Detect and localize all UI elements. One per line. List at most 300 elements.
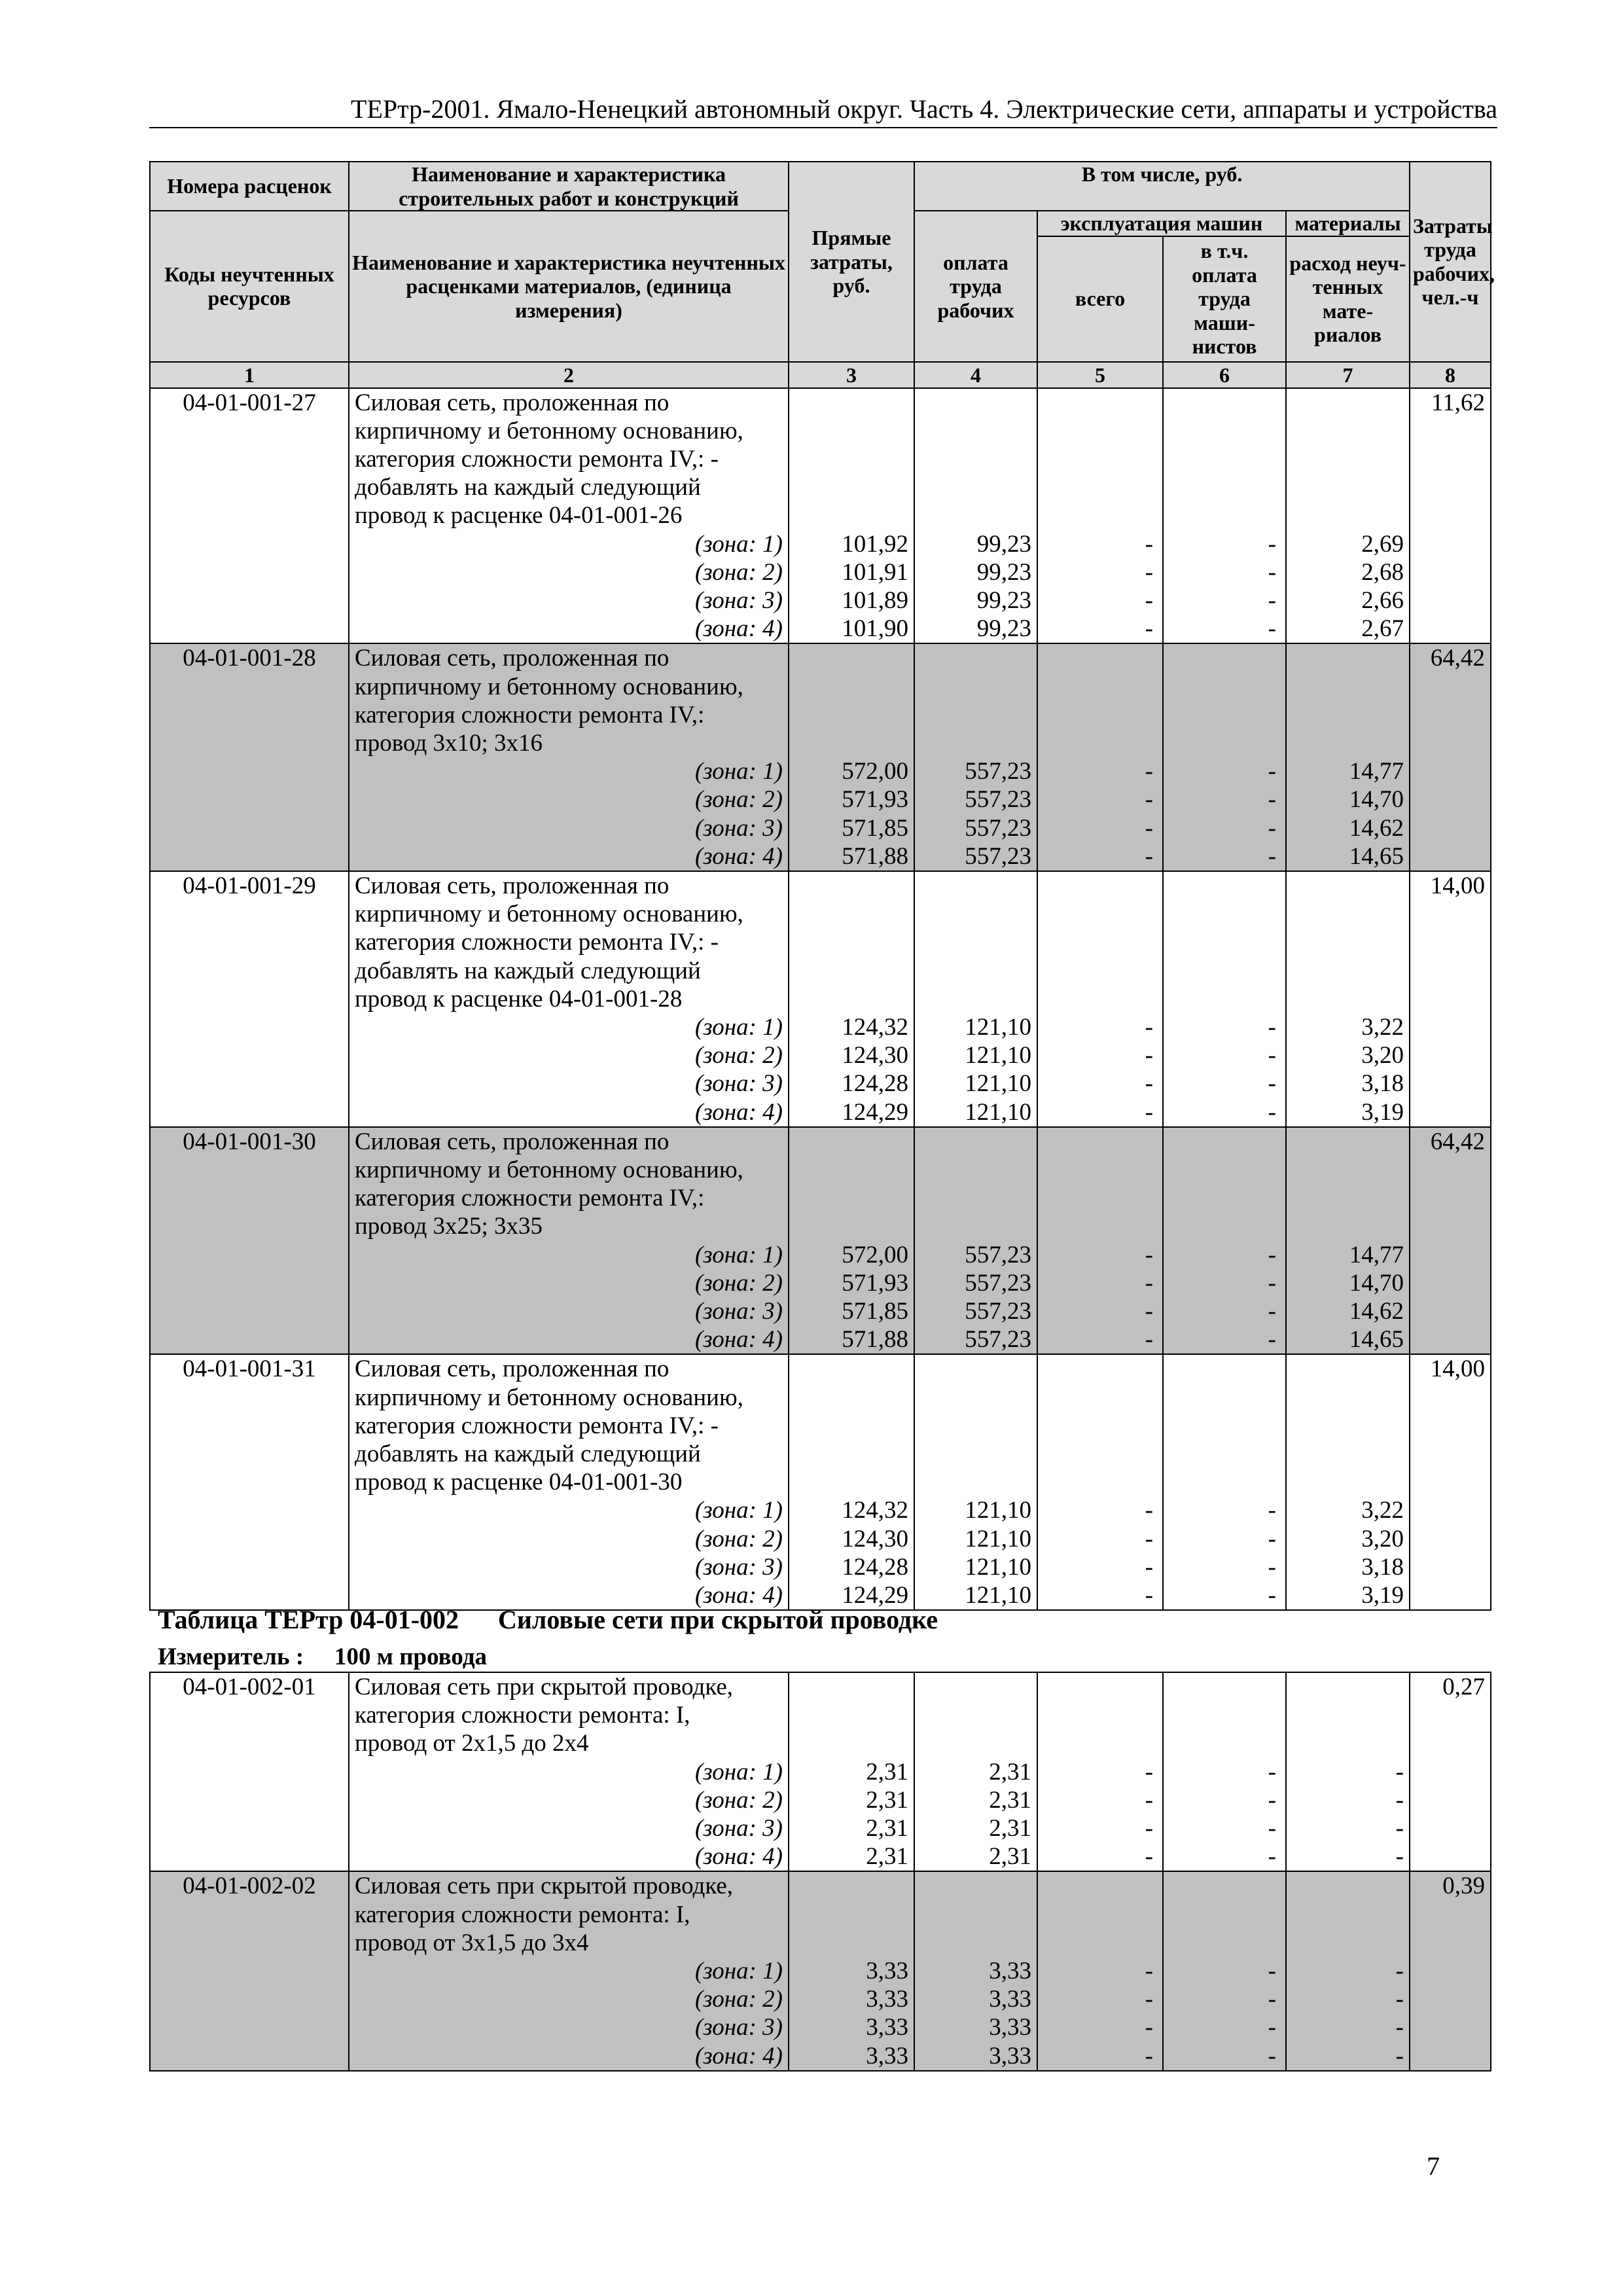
materials-consumption: 2,66 <box>1286 586 1410 615</box>
empty-cell <box>914 1701 1037 1729</box>
empty-cell <box>1037 729 1163 757</box>
zone-row <box>150 1241 1491 1269</box>
empty-cell <box>1410 1929 1491 1957</box>
empty-cell <box>150 1184 349 1212</box>
empty-cell <box>1163 673 1286 701</box>
empty-cell <box>789 1184 914 1212</box>
empty-cell <box>1037 1929 1163 1957</box>
empty-cell <box>1410 1156 1491 1184</box>
zone-row <box>150 1786 1491 1814</box>
description-line: добавлять на каждый следующий <box>349 1440 789 1468</box>
description-line: провод от 2х1,5 до 2х4 <box>349 1729 789 1757</box>
empty-cell <box>1410 1184 1491 1212</box>
direct-costs: 2,31 <box>789 1758 914 1786</box>
empty-cell <box>789 900 914 928</box>
zone-row <box>150 1553 1491 1581</box>
col-direct-costs: Прямые затраты, руб. <box>789 162 914 362</box>
machines-total: - <box>1037 1098 1163 1127</box>
zone-row <box>150 1069 1491 1098</box>
zone-row <box>150 1496 1491 1524</box>
machines-total: - <box>1037 1041 1163 1069</box>
machines-total: - <box>1037 1069 1163 1098</box>
machinists-pay: - <box>1163 530 1286 558</box>
direct-costs: 101,89 <box>789 586 914 615</box>
empty-cell <box>1037 1412 1163 1440</box>
empty-cell <box>150 1156 349 1184</box>
empty-cell <box>1037 1729 1163 1757</box>
labor-pay: 121,10 <box>914 1553 1037 1581</box>
col-machine-operation: эксплуатация машин <box>1037 211 1286 236</box>
empty-cell <box>1410 558 1491 586</box>
machinists-pay: - <box>1163 785 1286 814</box>
machines-total: - <box>1037 1241 1163 1269</box>
zone-label: (зона: 3) <box>349 1553 789 1581</box>
empty-cell <box>1410 1384 1491 1412</box>
empty-cell <box>789 1412 914 1440</box>
empty-cell <box>1286 871 1410 900</box>
direct-costs: 2,31 <box>789 1786 914 1814</box>
machinists-pay: - <box>1163 1525 1286 1553</box>
empty-cell <box>150 1440 349 1468</box>
zone-label: (зона: 4) <box>349 1581 789 1610</box>
col-machinists-pay: в т.ч. оплата труда маши-нистов <box>1163 236 1286 362</box>
machinists-pay: - <box>1163 1985 1286 2013</box>
zone-label: (зона: 2) <box>349 785 789 814</box>
machines-total: - <box>1037 1758 1163 1786</box>
empty-cell <box>1163 1212 1286 1240</box>
description-line: категория сложности ремонта IV,: - <box>349 928 789 956</box>
materials-consumption: 14,70 <box>1286 785 1410 814</box>
empty-cell <box>1410 1581 1491 1610</box>
empty-cell <box>150 473 349 501</box>
empty-cell <box>1410 1241 1491 1269</box>
direct-costs: 124,28 <box>789 1069 914 1098</box>
empty-cell <box>150 1013 349 1041</box>
machines-total: - <box>1037 1814 1163 1842</box>
empty-cell <box>150 1269 349 1297</box>
empty-cell <box>1037 643 1163 672</box>
meter-label: Измеритель : <box>158 1643 304 1670</box>
empty-cell <box>1163 1929 1286 1957</box>
description-line: добавлять на каждый следующий <box>349 957 789 985</box>
description-row <box>150 445 1491 473</box>
empty-cell <box>1286 1929 1410 1957</box>
machines-total: - <box>1037 1985 1163 2013</box>
empty-cell <box>789 1929 914 1957</box>
table-code: Таблица ТЕРтр 04-01-002 <box>158 1605 459 1634</box>
materials-consumption: - <box>1286 2042 1410 2071</box>
materials-consumption: 14,77 <box>1286 757 1410 785</box>
empty-cell <box>1410 957 1491 985</box>
empty-cell <box>150 1241 349 1269</box>
labor-pay: 557,23 <box>914 785 1037 814</box>
empty-cell <box>789 1468 914 1496</box>
machinists-pay: - <box>1163 586 1286 615</box>
empty-cell <box>1286 701 1410 729</box>
direct-costs: 572,00 <box>789 757 914 785</box>
meter-value: 100 м провода <box>334 1643 488 1670</box>
empty-cell <box>1163 985 1286 1013</box>
empty-cell <box>1410 1553 1491 1581</box>
empty-cell <box>914 1212 1037 1240</box>
labor-pay: 121,10 <box>914 1069 1037 1098</box>
materials-consumption: 2,68 <box>1286 558 1410 586</box>
description-line: категория сложности ремонта IV,: - <box>349 445 789 473</box>
empty-cell <box>1286 1672 1410 1701</box>
labor-pay: 557,23 <box>914 1241 1037 1269</box>
zone-row <box>150 1041 1491 1069</box>
empty-cell <box>150 701 349 729</box>
machines-total: - <box>1037 1269 1163 1297</box>
description-row <box>150 1412 1491 1440</box>
zone-label: (зона: 3) <box>349 2013 789 2041</box>
zone-label: (зона: 3) <box>349 586 789 615</box>
empty-cell <box>1410 1729 1491 1757</box>
empty-cell <box>1410 1269 1491 1297</box>
direct-costs: 124,30 <box>789 1525 914 1553</box>
empty-cell <box>150 673 349 701</box>
zone-label: (зона: 2) <box>349 1786 789 1814</box>
labor-pay: 557,23 <box>914 1325 1037 1354</box>
empty-cell <box>150 586 349 615</box>
direct-costs: 2,31 <box>789 1814 914 1842</box>
direct-costs: 571,88 <box>789 1325 914 1354</box>
description-row <box>150 388 1491 417</box>
labor-pay: 121,10 <box>914 1496 1037 1524</box>
col-unaccounted-consumption: расход неуч-тенных мате-риалов <box>1286 236 1410 362</box>
empty-cell <box>789 729 914 757</box>
materials-consumption: 14,65 <box>1286 842 1410 871</box>
zone-row <box>150 1758 1491 1786</box>
materials-consumption: 3,22 <box>1286 1496 1410 1524</box>
direct-costs: 3,33 <box>789 2013 914 2041</box>
rate-item <box>150 1672 1491 1871</box>
machines-total: - <box>1037 1842 1163 1871</box>
zone-label: (зона: 4) <box>349 1842 789 1871</box>
empty-cell <box>150 2042 349 2071</box>
empty-cell <box>1286 1212 1410 1240</box>
empty-cell <box>789 445 914 473</box>
zone-row <box>150 1985 1491 2013</box>
description-line: Силовая сеть при скрытой проводке, <box>349 1871 789 1900</box>
empty-cell <box>150 1098 349 1127</box>
zone-label: (зона: 2) <box>349 1041 789 1069</box>
description-line: категория сложности ремонта: I, <box>349 1901 789 1929</box>
machines-total: - <box>1037 586 1163 615</box>
description-row <box>150 673 1491 701</box>
empty-cell <box>1410 900 1491 928</box>
empty-cell <box>150 1212 349 1240</box>
empty-cell <box>1286 1384 1410 1412</box>
empty-cell <box>914 473 1037 501</box>
machinists-pay: - <box>1163 2042 1286 2071</box>
empty-cell <box>1286 1901 1410 1929</box>
empty-cell <box>1037 1127 1163 1156</box>
empty-cell <box>1410 417 1491 445</box>
machines-total: - <box>1037 1581 1163 1610</box>
direct-costs: 3,33 <box>789 1985 914 2013</box>
materials-consumption: 3,22 <box>1286 1013 1410 1041</box>
empty-cell <box>150 842 349 871</box>
labor-pay: 2,31 <box>914 1814 1037 1842</box>
machinists-pay: - <box>1163 2013 1286 2041</box>
description-line: добавлять на каждый следующий <box>349 473 789 501</box>
materials-consumption: 3,18 <box>1286 1069 1410 1098</box>
machines-total: - <box>1037 814 1163 842</box>
empty-cell <box>914 1871 1037 1900</box>
zone-row <box>150 586 1491 615</box>
materials-consumption: 2,69 <box>1286 530 1410 558</box>
empty-cell <box>1410 1468 1491 1496</box>
col-resource-codes: Коды неучтенных ресурсов <box>150 211 349 362</box>
zone-row <box>150 814 1491 842</box>
description-line: категория сложности ремонта IV,: <box>349 1184 789 1212</box>
labor-costs: 64,42 <box>1410 643 1491 672</box>
empty-cell <box>150 530 349 558</box>
labor-costs: 14,00 <box>1410 871 1491 900</box>
labor-costs: 14,00 <box>1410 1354 1491 1383</box>
empty-cell <box>1286 1729 1410 1757</box>
col-machines-total: всего <box>1037 236 1163 362</box>
empty-cell <box>1286 417 1410 445</box>
machines-total: - <box>1037 2042 1163 2071</box>
rate-code: 04-01-002-02 <box>150 1871 349 1900</box>
empty-cell <box>1163 445 1286 473</box>
zone-row <box>150 1297 1491 1325</box>
machines-total: - <box>1037 1553 1163 1581</box>
empty-cell <box>1037 473 1163 501</box>
zone-row <box>150 558 1491 586</box>
description-line: кирпичному и бетонному основанию, <box>349 1384 789 1412</box>
labor-costs: 0,27 <box>1410 1672 1491 1701</box>
empty-cell <box>789 928 914 956</box>
empty-cell <box>1286 388 1410 417</box>
direct-costs: 124,29 <box>789 1098 914 1127</box>
empty-cell <box>1163 928 1286 956</box>
empty-cell <box>914 501 1037 529</box>
machinists-pay: - <box>1163 1758 1286 1786</box>
empty-cell <box>150 729 349 757</box>
empty-cell <box>150 757 349 785</box>
labor-pay: 557,23 <box>914 842 1037 871</box>
empty-cell <box>150 957 349 985</box>
empty-cell <box>150 1701 349 1729</box>
rate-code: 04-01-001-30 <box>150 1127 349 1156</box>
labor-pay: 99,23 <box>914 615 1037 643</box>
empty-cell <box>1410 473 1491 501</box>
zone-label: (зона: 4) <box>349 842 789 871</box>
description-row <box>150 501 1491 529</box>
description-row <box>150 1184 1491 1212</box>
description-line: кирпичному и бетонному основанию, <box>349 1156 789 1184</box>
empty-cell <box>150 1496 349 1524</box>
zone-row <box>150 530 1491 558</box>
empty-cell <box>1163 1354 1286 1383</box>
description-line: кирпичному и бетонному основанию, <box>349 417 789 445</box>
empty-cell <box>914 1672 1037 1701</box>
col-unaccounted-name: Наименование и характеристика неучтенных расценками материалов, (единица измерения) <box>349 211 789 362</box>
empty-cell <box>789 701 914 729</box>
col-number: 8 <box>1410 362 1491 388</box>
direct-costs: 101,92 <box>789 530 914 558</box>
zone-label: (зона: 2) <box>349 1269 789 1297</box>
table-header <box>150 162 1495 388</box>
empty-cell <box>914 445 1037 473</box>
empty-cell <box>1286 1127 1410 1156</box>
empty-cell <box>1410 1786 1491 1814</box>
labor-pay: 557,23 <box>914 1269 1037 1297</box>
machinists-pay: - <box>1163 1041 1286 1069</box>
machines-total: - <box>1037 558 1163 586</box>
description-line: Силовая сеть, проложенная по <box>349 1354 789 1383</box>
materials-consumption: 14,65 <box>1286 1325 1410 1354</box>
empty-cell <box>150 615 349 643</box>
section-title <box>158 1603 938 1637</box>
description-row <box>150 701 1491 729</box>
empty-cell <box>1286 900 1410 928</box>
description-row <box>150 1384 1491 1412</box>
col-number: 7 <box>1286 362 1410 388</box>
empty-cell <box>789 673 914 701</box>
materials-consumption: - <box>1286 1814 1410 1842</box>
description-line: провод от 3х1,5 до 3х4 <box>349 1929 789 1957</box>
empty-cell <box>1410 501 1491 529</box>
zone-label: (зона: 4) <box>349 2042 789 2071</box>
empty-cell <box>914 729 1037 757</box>
machinists-pay: - <box>1163 1814 1286 1842</box>
zone-row <box>150 842 1491 871</box>
materials-consumption: - <box>1286 1985 1410 2013</box>
empty-cell <box>1163 1729 1286 1757</box>
rate-code: 04-01-001-27 <box>150 388 349 417</box>
machines-total: - <box>1037 1325 1163 1354</box>
zone-label: (зона: 1) <box>349 530 789 558</box>
empty-cell <box>1410 757 1491 785</box>
running-header <box>149 92 1497 128</box>
zone-row <box>150 2013 1491 2041</box>
empty-cell <box>1410 1412 1491 1440</box>
labor-pay: 2,31 <box>914 1842 1037 1871</box>
empty-cell <box>1163 1901 1286 1929</box>
machines-total: - <box>1037 757 1163 785</box>
empty-cell <box>1037 900 1163 928</box>
labor-costs: 64,42 <box>1410 1127 1491 1156</box>
direct-costs: 2,31 <box>789 1842 914 1871</box>
unit-of-measure <box>158 1643 487 1672</box>
empty-cell <box>914 871 1037 900</box>
description-row <box>150 1354 1491 1383</box>
empty-cell <box>789 1901 914 1929</box>
empty-cell <box>1037 1354 1163 1383</box>
col-number: 2 <box>349 362 789 388</box>
empty-cell <box>150 1786 349 1814</box>
empty-cell <box>1163 388 1286 417</box>
empty-cell <box>1410 1814 1491 1842</box>
empty-cell <box>914 388 1037 417</box>
description-row <box>150 473 1491 501</box>
empty-cell <box>1286 957 1410 985</box>
empty-cell <box>1410 530 1491 558</box>
labor-pay: 3,33 <box>914 2042 1037 2071</box>
empty-cell <box>1410 2013 1491 2041</box>
direct-costs: 3,33 <box>789 2042 914 2071</box>
machinists-pay: - <box>1163 1297 1286 1325</box>
empty-cell <box>914 417 1037 445</box>
empty-cell <box>150 985 349 1013</box>
empty-cell <box>1410 1212 1491 1240</box>
zone-row <box>150 1013 1491 1041</box>
zone-label: (зона: 4) <box>349 615 789 643</box>
empty-cell <box>1410 842 1491 871</box>
col-rate-numbers: Номера расценок <box>150 162 349 211</box>
empty-cell <box>1037 1672 1163 1701</box>
rate-item <box>150 1354 1491 1610</box>
description-row <box>150 1156 1491 1184</box>
empty-cell <box>789 1384 914 1412</box>
zone-label: (зона: 4) <box>349 1098 789 1127</box>
zone-label: (зона: 2) <box>349 558 789 586</box>
empty-cell <box>789 388 914 417</box>
empty-cell <box>789 643 914 672</box>
zone-row <box>150 1098 1491 1127</box>
empty-cell <box>1286 1701 1410 1729</box>
empty-cell <box>150 1929 349 1957</box>
empty-cell <box>150 1468 349 1496</box>
empty-cell <box>1286 985 1410 1013</box>
empty-cell <box>914 1901 1037 1929</box>
machines-total: - <box>1037 1786 1163 1814</box>
empty-cell <box>1037 985 1163 1013</box>
empty-cell <box>1410 1901 1491 1929</box>
empty-cell <box>1410 1957 1491 1985</box>
empty-cell <box>1410 1758 1491 1786</box>
empty-cell <box>1163 729 1286 757</box>
empty-cell <box>1037 1156 1163 1184</box>
machinists-pay: - <box>1163 1325 1286 1354</box>
empty-cell <box>789 1729 914 1757</box>
empty-cell <box>1410 673 1491 701</box>
empty-cell <box>150 1758 349 1786</box>
empty-cell <box>1410 615 1491 643</box>
rate-code: 04-01-001-28 <box>150 643 349 672</box>
empty-cell <box>789 985 914 1013</box>
materials-consumption: 14,77 <box>1286 1241 1410 1269</box>
materials-consumption: 3,19 <box>1286 1098 1410 1127</box>
empty-cell <box>150 1412 349 1440</box>
description-line: провод к расценке 04-01-001-26 <box>349 501 789 529</box>
empty-cell <box>914 1729 1037 1757</box>
empty-cell <box>1163 501 1286 529</box>
empty-cell <box>1286 473 1410 501</box>
description-row <box>150 1929 1491 1957</box>
description-row <box>150 1701 1491 1729</box>
zone-label: (зона: 2) <box>349 1985 789 2013</box>
zone-row <box>150 2042 1491 2071</box>
empty-cell <box>1163 957 1286 985</box>
empty-cell <box>1410 985 1491 1013</box>
empty-cell <box>150 1957 349 1985</box>
empty-cell <box>150 1553 349 1581</box>
empty-cell <box>1037 1184 1163 1212</box>
empty-cell <box>914 957 1037 985</box>
empty-cell <box>1286 673 1410 701</box>
labor-pay: 557,23 <box>914 757 1037 785</box>
empty-cell <box>1037 1212 1163 1240</box>
empty-cell <box>1163 1871 1286 1900</box>
empty-cell <box>1410 814 1491 842</box>
labor-pay: 99,23 <box>914 586 1037 615</box>
description-row <box>150 1127 1491 1156</box>
